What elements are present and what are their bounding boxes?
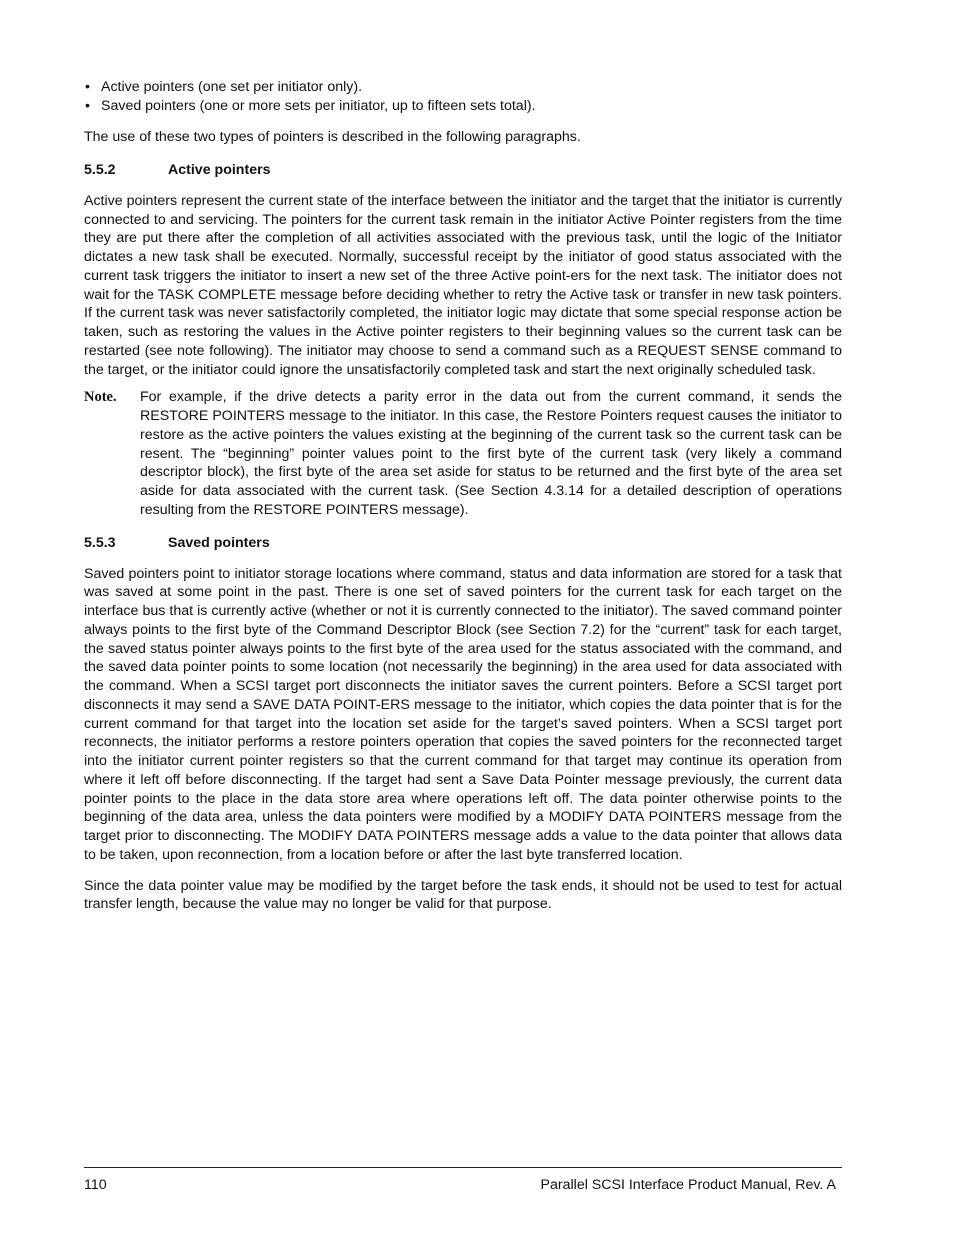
bullet-icon: • bbox=[85, 79, 90, 95]
intro-paragraph: The use of these two types of pointers is described in the following paragraphs. bbox=[84, 129, 581, 145]
note-text: For example, if the drive detects a parity error in the data out from the current command, it sends the RESTORE POINTERS message to the initiator. In this case, the Restore Pointers request causes the initiator to restore as the active pointers the values existing at the beginning of the current task so the current task can be resent. The “beginning” pointer values point to the first byte of the current task (very likely a command descriptor block), the first byte of the area set aside for status to be returned and the first byte of the area set aside for data associated with the current task. (See Section 4.3.14 for a detailed description of operations resulting from the RESTORE POINTERS message). bbox=[140, 389, 842, 518]
section-number: 5.5.2 bbox=[84, 161, 116, 178]
bullet-icon: • bbox=[85, 98, 90, 114]
list-item-text: Active pointers (one set per initiator only). bbox=[101, 79, 363, 95]
section-title: Active pointers bbox=[168, 161, 271, 178]
document-title: Parallel SCSI Interface Product Manual, Rev. A bbox=[540, 1177, 836, 1193]
page-number: 110 bbox=[84, 1177, 107, 1193]
pointer-types-list bbox=[84, 78, 842, 116]
active-pointers-paragraph: Active pointers represent the current state of the interface between the initiator and the target that the initiator is currently connected to and servicing. The pointers for the current task remain in the initiator Active Pointer registers from the time they are put there after the completion of all activities associated with the previous task, until the logic of the Initiator dictates a new task shall be executed. Normally, successful receipt by the initiator of good status associated with the current task triggers the initiator to insert a new set of the three Active point-ers for the next task. The initiator does not wait for the TASK COMPLETE message before deciding whether to retry the Active task or transfer in new task pointers. If the current task was never satisfactorily completed, the initiator logic may dictate that some special response action be taken, such as restoring the values in the Active pointer registers to their beginning values so the current task can be restarted (see note following). The initiator may choose to send a command such as a REQUEST SENSE command to the target, or the initiator could ignore the unsatisfactorily completed task and start the next originally scheduled task. bbox=[84, 192, 842, 378]
list-item bbox=[84, 78, 842, 97]
note-block bbox=[84, 388, 842, 519]
section-heading-552 bbox=[84, 161, 842, 180]
saved-pointers-paragraph-2: Since the data pointer value may be modified by the target before the task ends, it should not be used to test for actual transfer length, because the value may no longer be valid for that purpose. bbox=[84, 877, 842, 913]
list-item bbox=[84, 97, 842, 116]
saved-pointers-paragraph: Saved pointers point to initiator storage locations where command, status and data information are stored for a task that was saved at some point in the past. There is one set of saved pointers for the current task for each target on the interface bus that is currently active (whether or not it is currently connected to the initiator). The saved command pointer always points to the first byte of the Command Descriptor Block (see Section 7.2) for the “current” task for each target, the saved status pointer always points to the first byte of the area used for the status associated with the command, and the saved data pointer points to some location (not necessarily the beginning) in the area used for data associated with the command. When a SCSI target port disconnects the initiator saves the current pointers. Before a SCSI target port disconnects it may send a SAVE DATA POINT-ERS message to the initiator, which copies the data pointer that is for the current command for that target into the location set aside for the target’s saved pointers. When a SCSI target port reconnects, the initiator performs a restore pointers operation that copies the saved pointers for the reconnected target into the initiator current pointer registers so that the current command for that target may continue its operation from where it left off before disconnecting. If the target had sent a Save Data Pointer message previously, the current data pointer points to the place in the data store area where operations left off. The data pointer otherwise points to the beginning of the data area, unless the data pointers were modified by a MODIFY DATA POINTERS message from the target prior to disconnecting. The MODIFY DATA POINTERS message adds a value to the data pointer that allows data to be taken, upon reconnection, from a location before or after the last byte transferred location. bbox=[84, 565, 842, 863]
page-footer bbox=[84, 1176, 836, 1194]
section-number: 5.5.3 bbox=[84, 534, 116, 551]
section-heading-553 bbox=[84, 534, 842, 553]
note-label: Note. bbox=[84, 389, 117, 406]
page-body bbox=[84, 78, 842, 914]
footer-divider bbox=[84, 1167, 842, 1168]
list-item-text: Saved pointers (one or more sets per initiator, up to fifteen sets total). bbox=[101, 98, 536, 114]
section-title: Saved pointers bbox=[168, 534, 270, 551]
